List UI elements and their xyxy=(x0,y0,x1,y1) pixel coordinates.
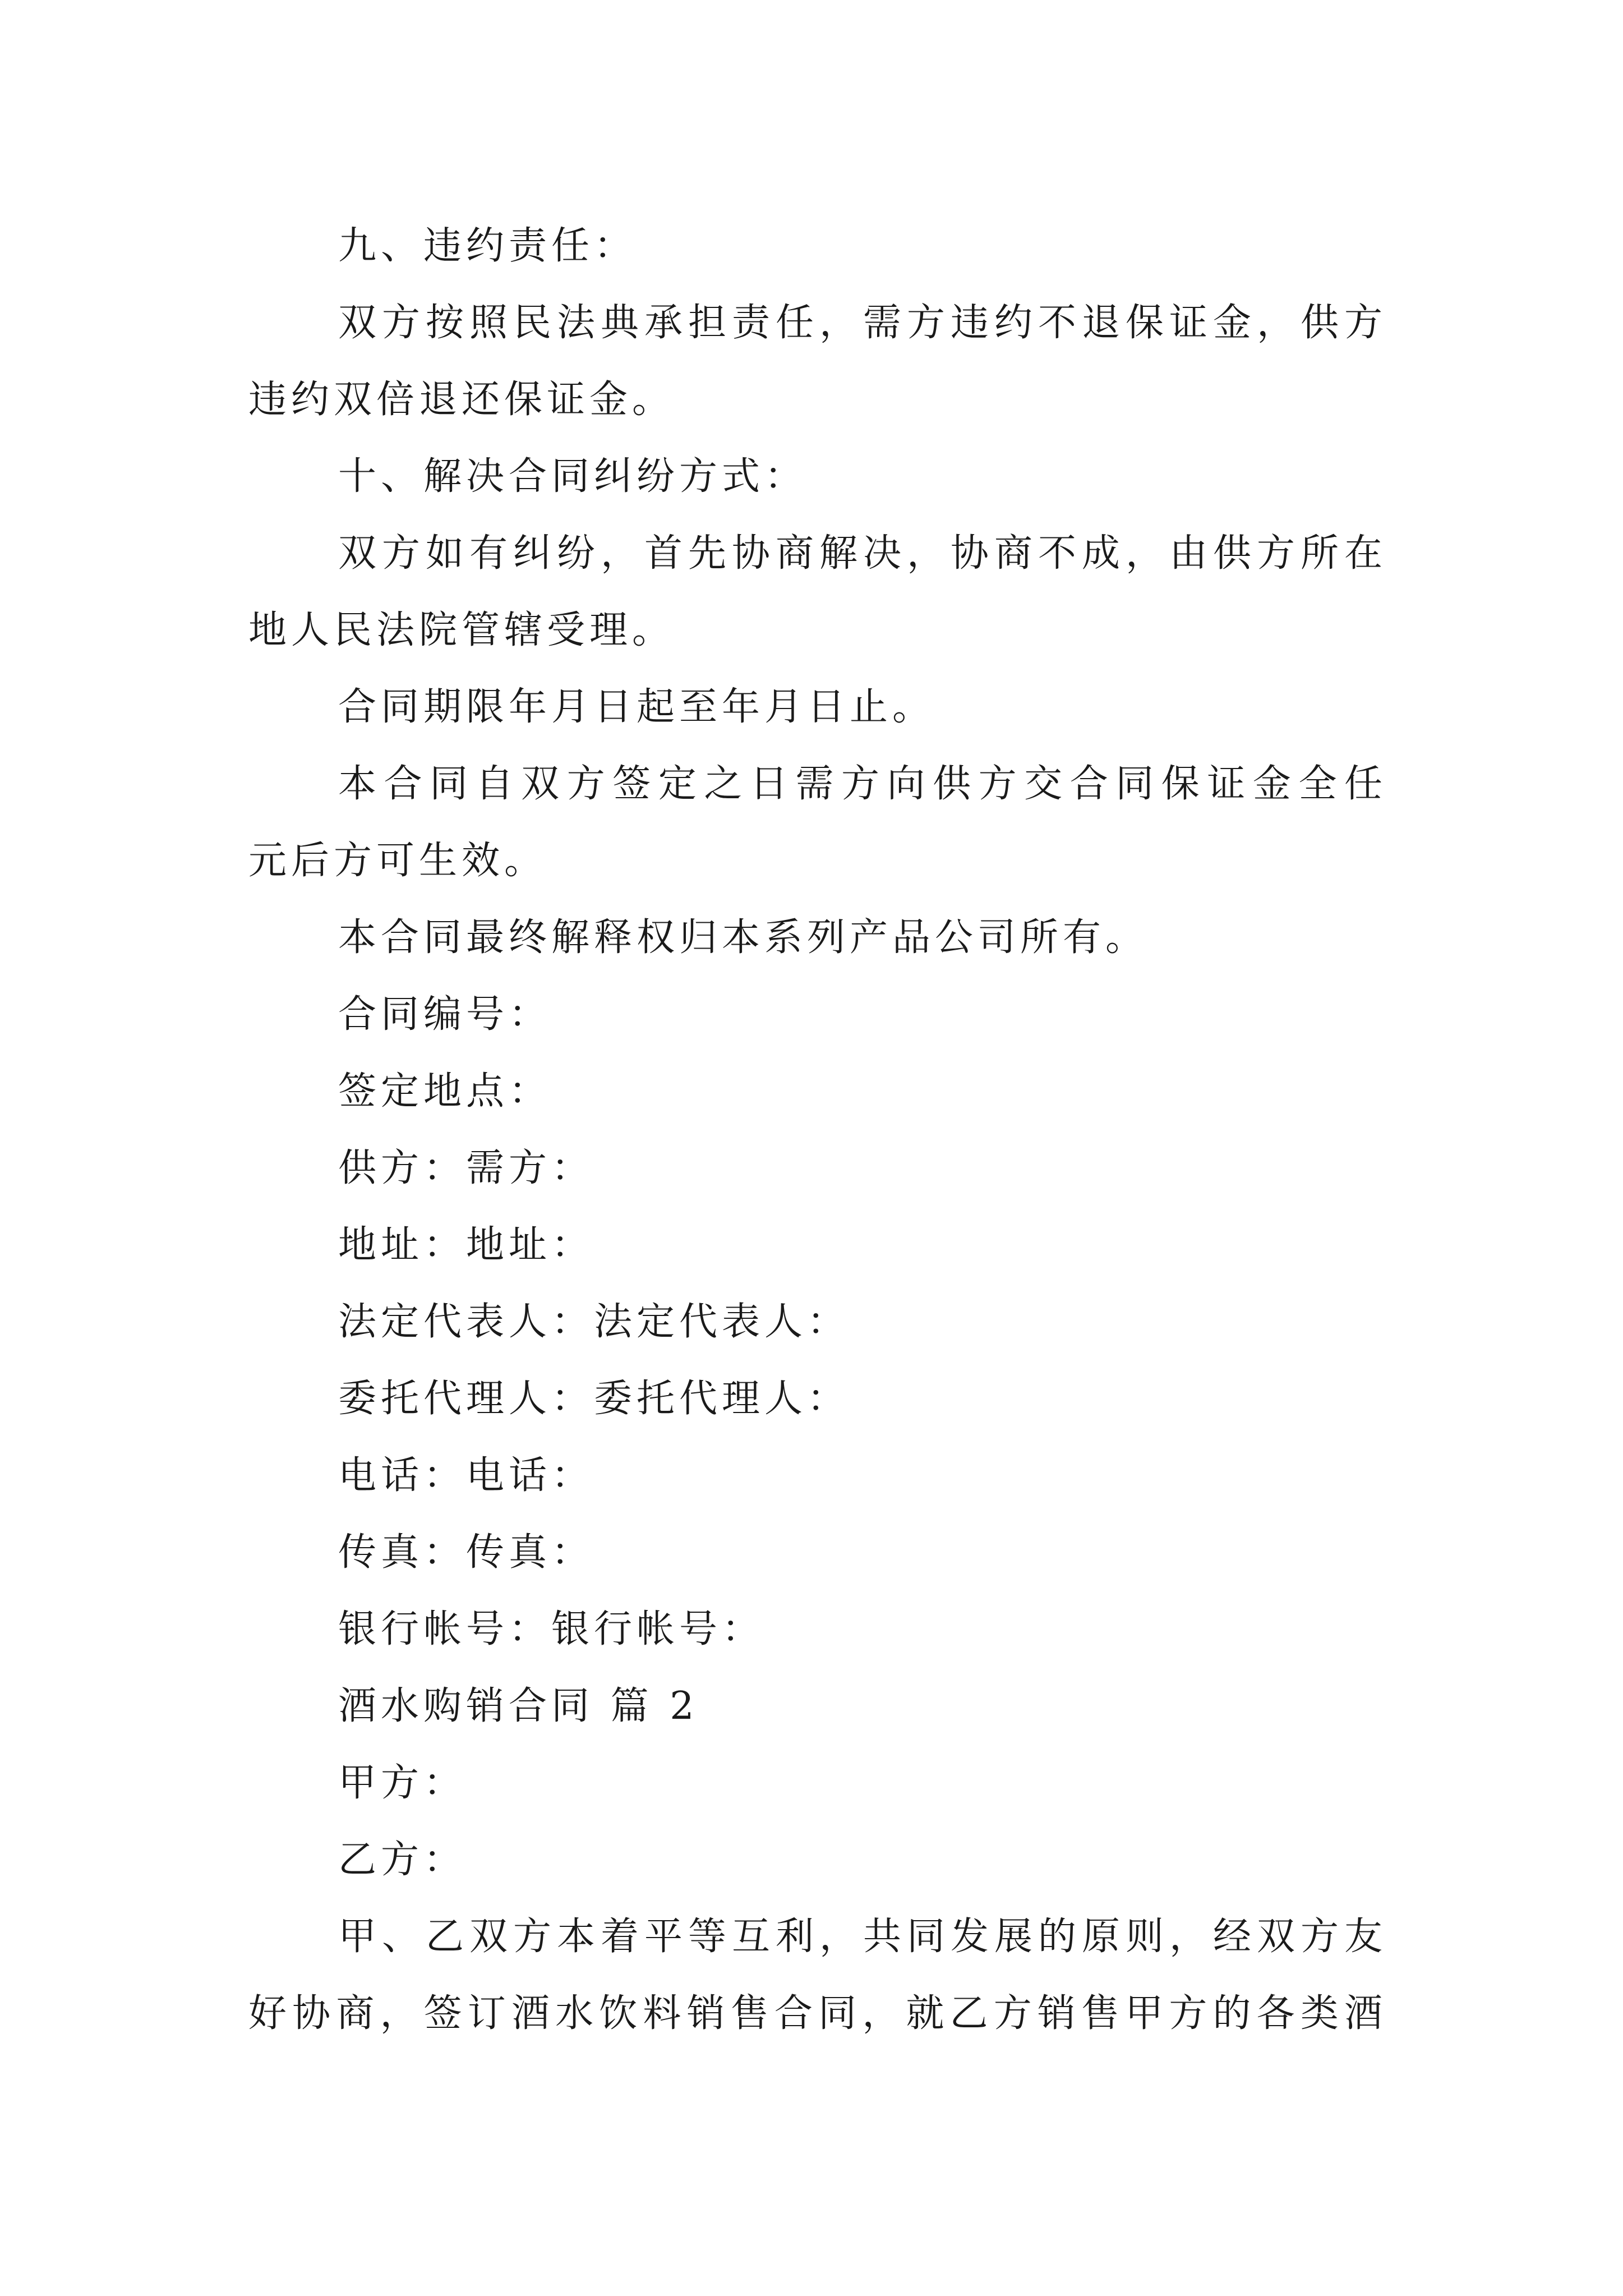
text-line: 元后方可生效。 xyxy=(248,839,547,883)
text-line: 地人民法院管辖受理。 xyxy=(248,608,675,652)
text-line: 好协商，签订酒水饮料销售合同，就乙方销售甲方的各类酒 xyxy=(248,1991,1387,2036)
text-line: 本合同自双方签定之日需方向供方交合同保证金全任 xyxy=(338,762,1387,806)
text-line: 银行帐号：银行帐号： xyxy=(338,1607,765,1651)
text-line: 九、违约责任： xyxy=(338,224,637,268)
text-line: 合同期限年月日起至年月日止。 xyxy=(338,685,935,729)
text-line: 传真：传真： xyxy=(338,1530,594,1575)
text-line: 地址：地址： xyxy=(338,1223,594,1267)
text-line: 甲、乙双方本着平等互利，共同发展的原则，经双方友 xyxy=(338,1915,1387,1959)
text-line: 法定代表人：法定代表人： xyxy=(338,1300,850,1344)
text-line: 本合同最终解释权归本系列产品公司所有。 xyxy=(338,915,1149,960)
text-line: 酒水购销合同 篇 2 xyxy=(338,1684,699,1728)
text-line: 双方按照民法典承担责任，需方违约不退保证金，供方 xyxy=(338,301,1387,345)
text-line: 十、解决合同纠纷方式： xyxy=(338,454,808,499)
document-body xyxy=(248,208,1387,2052)
text-line: 签定地点： xyxy=(338,1069,552,1114)
text-line: 违约双倍退还保证金。 xyxy=(248,378,675,422)
text-line: 委托代理人：委托代理人： xyxy=(338,1377,850,1421)
text-line: 甲方： xyxy=(338,1761,467,1805)
text-line: 合同编号： xyxy=(338,992,552,1037)
text-line: 电话：电话： xyxy=(338,1453,594,1498)
text-line: 双方如有纠纷，首先协商解决，协商不成，由供方所在 xyxy=(338,531,1387,576)
text-line: 供方：需方： xyxy=(338,1146,594,1190)
text-line: 乙方： xyxy=(338,1838,467,1882)
